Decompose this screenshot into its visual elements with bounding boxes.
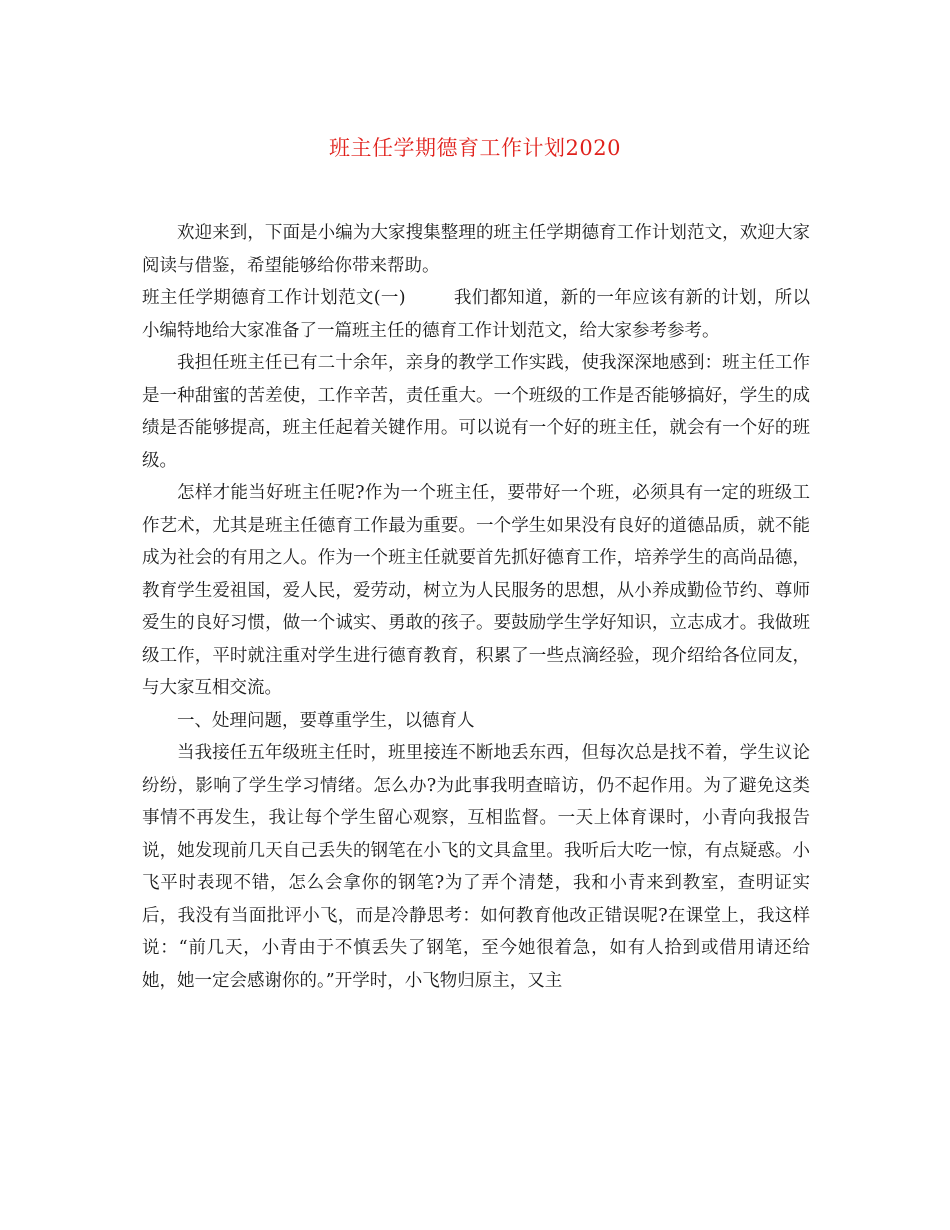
section-intro: 我们都知道，新的一年应该有新的计划，所以小编特地给大家准备了一篇班主任的德育工作计划范文，给大家参考参考。 bbox=[142, 288, 810, 341]
body-paragraph: 当我接任五年级班主任时，班里接连不断地丢东西，但每次总是找不着，学生议论纷纷，影响了学生学习情绪。怎么办?为此事我明查暗访，仍不起作用。为了避免这类事情不再发生，我让每个学生留心观察，互相监督。一天上体育课时，小青向我报告说，她发现前几天自己丢失的钢笔在小飞的文具盒里。我听后大吃一惊，有点疑惑。小飞平时表现不错，怎么会拿你的钢笔?为了弄个清楚，我和小青来到教室，查明证实后，我没有当面批评小飞，而是冷静思考：如何教育他改正错误呢?在课堂上，我这样说：“前几天，小青由于不慎丢失了钢笔，至今她很着急，如有人拾到或借用请还给她，她一定会感谢你的。”开学时，小飞物归原主，又主 bbox=[142, 743, 810, 991]
document-title: 班主任学期德育工作计划2020 bbox=[329, 136, 621, 160]
section-heading: 一、处理问题，要尊重学生，以德育人 bbox=[177, 710, 475, 731]
body-paragraph: 我担任班主任已有二十余年，亲身的教学工作实践，使我深深地感到：班主任工作是一种甜蜜的苦差使，工作辛苦，责任重大。一个班级的工作是否能够搞好，学生的成绩是否能够提高，班主任起着关键作用。可以说有一个好的班主任，就会有一个好的班级。 bbox=[142, 353, 810, 471]
document-body bbox=[142, 217, 810, 997]
section-paragraph bbox=[142, 282, 810, 347]
intro-paragraph: 欢迎来到，下面是小编为大家搜集整理的班主任学期德育工作计划范文，欢迎大家阅读与借鉴，希望能够给你带来帮助。 bbox=[142, 223, 810, 276]
body-paragraph: 怎样才能当好班主任呢?作为一个班主任，要带好一个班，必须具有一定的班级工作艺术，尤其是班主任德育工作最为重要。一个学生如果没有良好的道德品质，就不能成为社会的有用之人。作为一个班主任就要首先抓好德育工作，培养学生的高尚品德，教育学生爱祖国，爱人民，爱劳动，树立为人民服务的思想，从小养成勤俭节约、尊师爱生的良好习惯，做一个诚实、勇敢的孩子。要鼓励学生学好知识，立志成才。我做班级工作，平时就注重对学生进行德育教育，积累了一些点滴经验，现介绍给各位同友，与大家互相交流。 bbox=[142, 483, 810, 698]
section-label: 班主任学期德育工作计划范文(一) bbox=[142, 288, 406, 308]
